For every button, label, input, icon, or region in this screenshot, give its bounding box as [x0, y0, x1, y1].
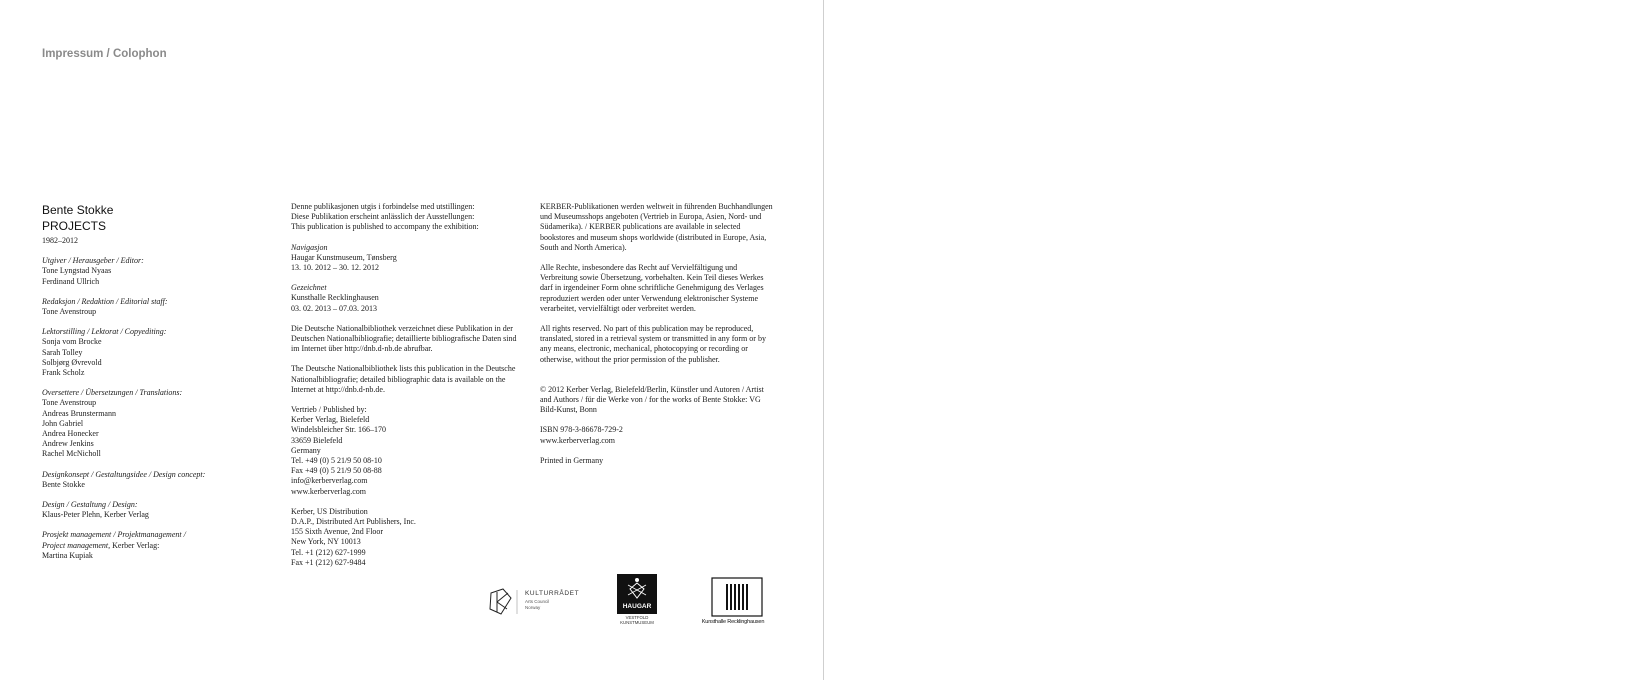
design-block — [42, 500, 262, 520]
haugar-crest-icon — [617, 574, 657, 604]
publisher-line: Kerber Verlag, Bielefeld — [291, 415, 370, 425]
us-line: Fax +1 (212) 627-9484 — [291, 557, 366, 567]
sponsor-logos — [488, 574, 768, 628]
translations-label: Oversettere / Übersetzungen / Translations: — [42, 388, 183, 398]
isbn-block — [540, 425, 775, 445]
book-author: Bente Stokke — [42, 203, 114, 217]
page-spread-divider — [823, 0, 824, 680]
copyediting-label: Lektorstilling / Lektorat / Copyediting: — [42, 327, 167, 337]
editor-block — [42, 256, 262, 287]
copyediting-block — [42, 327, 262, 378]
us-line: Kerber, US Distribution — [291, 506, 368, 516]
haugar-subtitle: VESTFOLD KUNSTMUSEUM — [620, 615, 654, 625]
kunsthalle-logo — [696, 577, 770, 627]
publisher-line: Fax +49 (0) 5 21/9 50 08-88 — [291, 466, 382, 476]
pm-label-italic: Project management, — [42, 540, 111, 550]
publisher-line: 33659 Bielefeld — [291, 435, 343, 445]
copyright-paragraph: © 2012 Kerber Verlag, Bielefeld/Berlin, Künstler und Autoren / Artist and Authors / für die Werke von / for the works of Bente Stokke: VG Bild-Kunst, Bonn — [540, 384, 764, 415]
translator-name: Andrew Jenkins — [42, 439, 94, 449]
kulturradet-logo — [488, 588, 578, 618]
design-concept-block — [42, 470, 262, 490]
copyeditor-name: Sonja vom Brocke — [42, 337, 102, 347]
kunsthalle-mark-icon — [696, 577, 770, 617]
page-header: Impressum / Colophon — [42, 48, 167, 60]
exhibition-column — [291, 202, 521, 578]
navigasjon-venue: Haugar Kunstmuseum, Tønsberg — [291, 252, 397, 262]
design-concept-label: Designkonsept / Gestaltungsidee / Design concept: — [42, 469, 206, 479]
pm-name: Martina Kupiak — [42, 550, 93, 560]
rights-column — [540, 202, 775, 476]
staff-name: Tone Avenstroup — [42, 307, 97, 317]
publisher-line: Vertrieb / Published by: — [291, 405, 367, 415]
publisher-email: info@kerberverlag.com — [291, 476, 368, 486]
publisher-line: Germany — [291, 445, 321, 455]
editor-name: Ferdinand Ullrich — [42, 276, 100, 286]
copyeditor-name: Solbjørg Øvrevold — [42, 357, 102, 367]
us-line: New York, NY 10013 — [291, 537, 361, 547]
rights-german-paragraph: Alle Rechte, insbesondere das Recht auf Vervielfältigung und Verbreitung sowie Übersetzung, vorbehalten. Kein Teil dieses Werkes darf in irgendeiner Form ohne schriftliche Genehmigung des Verlages reproduziert werden oder unter Verwendung elektronischer Systeme verarbeitet, vervielfältigt oder verbreitet werden. — [540, 263, 764, 313]
pm-label: Prosjekt management / Projektmanagement / — [42, 530, 186, 540]
staff-block — [42, 297, 262, 317]
printed-in: Printed in Germany — [540, 455, 604, 465]
gezeichnet-label: Gezeichnet — [291, 283, 327, 293]
dnb-english-paragraph: The Deutsche Nationalbibliothek lists this publication in the Deutsche Nationalbibliografie; detailed bibliographic data is available on the Internet at http://dnb.d-nb.de. — [291, 364, 516, 394]
haugar-logo — [617, 574, 659, 626]
publisher-line: Windelsbleicher Str. 166–170 — [291, 425, 386, 435]
translator-name: John Gabriel — [42, 418, 84, 428]
project-management-block — [42, 530, 262, 561]
editor-label: Utgiver / Herausgeber / Editor: — [42, 256, 144, 266]
editor-name: Tone Lyngstad Nyaas — [42, 266, 112, 276]
staff-label: Redaksjon / Redaktion / Editorial staff: — [42, 296, 168, 306]
translations-block — [42, 388, 262, 459]
design-name: Klaus-Peter Plehn, Kerber Verlag — [42, 510, 149, 520]
book-title: PROJECTS — [42, 219, 107, 233]
navigasjon-dates: 13. 10. 2012 – 30. 12. 2012 — [291, 263, 379, 273]
publisher-line: Tel. +49 (0) 5 21/9 50 08-10 — [291, 456, 382, 466]
us-distribution-block — [291, 507, 521, 568]
kulturradet-mark-icon — [488, 588, 522, 616]
us-line: D.A.P., Distributed Art Publishers, Inc. — [291, 517, 416, 527]
haugar-name: HAUGAR — [622, 603, 652, 610]
distribution-paragraph: KERBER-Publikationen werden weltweit in führenden Buchhandlungen und Museumsshops angeboten (Vertrieb in Europa, Asien, Nord- und Südamerika). / KERBER publications are available in selected bookstores and museum shops worldwide (distributed in Europe, Asia, South and North America). — [540, 202, 773, 252]
translator-name: Andrea Honecker — [42, 429, 99, 439]
pm-label-rest: Kerber Verlag: — [110, 540, 160, 550]
gezeichnet-dates: 03. 02. 2013 – 07.03. 2013 — [291, 303, 377, 313]
copyeditor-name: Sarah Tolley — [42, 347, 83, 357]
isbn: ISBN 978-3-86678-729-2 — [540, 425, 623, 435]
us-line: 155 Sixth Avenue, 2nd Floor — [291, 527, 384, 537]
intro-line: Diese Publikation erscheint anlässlich der Ausstellungen: — [291, 212, 475, 222]
kulturradet-name: KULTURRÅDET — [525, 590, 580, 597]
design-label: Design / Gestaltung / Design: — [42, 500, 138, 510]
design-concept-name: Bente Stokke — [42, 479, 85, 489]
publisher-website: www.kerberverlag.com — [540, 435, 616, 445]
pm-label-line2 — [42, 541, 262, 551]
translator-name: Andreas Brunstermann — [42, 408, 116, 418]
navigasjon-label: Navigasjon — [291, 242, 328, 252]
translator-name: Tone Avenstroup — [42, 398, 97, 408]
copyeditor-name: Frank Scholz — [42, 368, 85, 378]
kulturradet-subtitle: Arts Council Norway — [525, 599, 550, 610]
rights-english-paragraph: All rights reserved. No part of this publication may be reproduced, translated, stored in a retrieval system or transmitted in any form or by any means, electronic, mechanical, photocopying or recording or otherwise, without the prior permission of the publisher. — [540, 324, 766, 364]
publisher-website: www.kerberverlag.com — [291, 486, 367, 496]
intro-line: This publication is published to accompany the exhibition: — [291, 222, 479, 232]
kunsthalle-name: Kunsthalle Recklinghausen — [701, 619, 765, 625]
us-line: Tel. +1 (212) 627-1999 — [291, 547, 366, 557]
gezeichnet-block — [291, 283, 521, 314]
gezeichnet-venue: Kunsthalle Recklinghausen — [291, 293, 379, 303]
intro-line: Denne publikasjonen utgis i forbindelse med utstillingen: — [291, 202, 475, 211]
translator-name: Rachel McNicholl — [42, 449, 101, 459]
intro-block — [291, 202, 521, 233]
navigasjon-block — [291, 243, 521, 274]
dnb-german-paragraph: Die Deutsche Nationalbibliothek verzeichnet diese Publikation in der Deutschen Nationalbibliografie; detaillierte bibliografische Daten sind im Internet über http://dnb.d-nb.de abrufbar. — [291, 323, 517, 354]
publisher-block — [291, 405, 521, 497]
credits-column — [42, 202, 262, 571]
book-years: 1982–2012 — [42, 236, 78, 245]
